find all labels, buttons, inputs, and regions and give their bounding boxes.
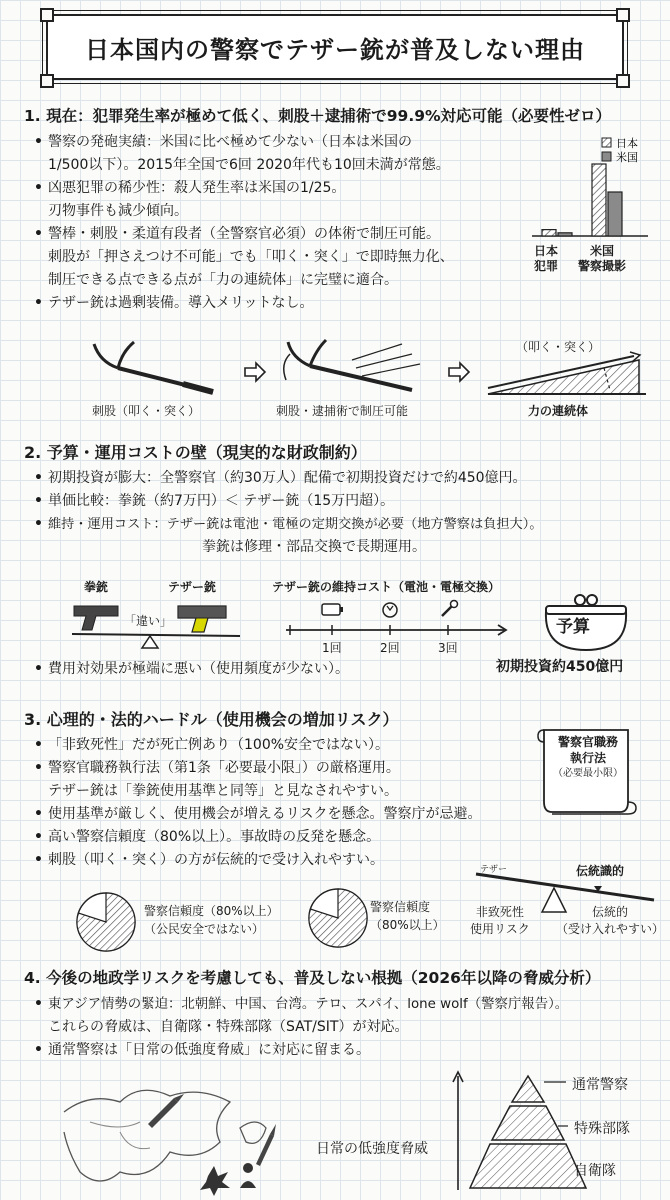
- battery-icon: [322, 604, 343, 615]
- seesaw-right-labels: 伝統的 （受け入れやすい）: [556, 905, 665, 936]
- bar-japan-0: [542, 230, 556, 236]
- pistol-icon: [74, 606, 118, 630]
- threat-axis-label: 日常の低強度脅威: [316, 1141, 428, 1157]
- title-corner-ornament: [616, 8, 630, 22]
- explosion-icon: [200, 1166, 230, 1196]
- bar-japan-1: [592, 164, 606, 236]
- wrench-icon: [442, 601, 458, 617]
- list-item-continued: 刺股が「押さえつけ不可能」でも「叩く・突く」で即時無力化、: [48, 249, 454, 265]
- section2-heading: 2. 予算・運用コストの壁（現実的な財政制約）: [24, 443, 367, 462]
- force-continuum-top-label: （叩く・突く）: [516, 340, 601, 354]
- arrow-icon: [243, 362, 267, 382]
- chart-group-label-us: 米国 警察撮影: [578, 244, 627, 273]
- list-item: • テザー銃は過剰装備。導入メリットなし。: [34, 295, 314, 311]
- pyramid-middle-label: 特殊部隊: [574, 1121, 630, 1137]
- force-continuum-diagram: [484, 350, 654, 400]
- timeline-tick-label: 3回: [438, 641, 458, 655]
- legend-swatch-us: [602, 152, 611, 161]
- taser-label: テザー銃: [168, 580, 217, 594]
- section2-list-cont: [34, 658, 349, 681]
- list-item: • 単価比較：拳銃（約7万円）＜ テザー銃（15万円超）。: [34, 493, 395, 509]
- section4-list: [34, 993, 568, 1062]
- missile-icon: [148, 1094, 184, 1128]
- list-item-continued: これらの脅威は、自衛隊・特殊部隊（SAT/SIT）が対応。: [48, 1019, 409, 1035]
- list-item-continued: 刃物事件も減少傾向。: [48, 203, 188, 219]
- pyramid-top-label: 通常警察: [572, 1077, 628, 1093]
- legend-swatch-japan: [602, 138, 611, 147]
- scroll-text: 警察官職務 執行法 （必要最小限）: [553, 735, 623, 779]
- section1-heading: 1. 現在：犯罪発生率が極めて低く、刺股＋逮捕術で99.9%対応可能（必要性ゼロ）: [24, 107, 612, 125]
- purse-caption: 初期投資約450億円: [496, 659, 624, 675]
- maintenance-cost-title: テザー銃の維持コスト（電池・電極交換）: [272, 580, 501, 594]
- seesaw-left-tag: テザー: [480, 865, 508, 875]
- sasumata-caption: 刺股（叩く・突く）: [92, 404, 201, 418]
- list-item-continued: 制圧できる点できる点が「力の連続体」に完璧に適合。: [48, 272, 398, 288]
- title-banner: [46, 14, 624, 80]
- list-item: • 高い警察信頼度（80%以上）。事故時の反発を懸念。: [34, 829, 381, 845]
- list-item: • 費用対効果が極端に悪い（使用頻度が少ない）。: [34, 661, 349, 677]
- gun-label: 拳銃: [84, 580, 109, 594]
- list-item: • 通常警察は「日常の低強度脅威」に対応に留まる。: [34, 1042, 370, 1058]
- list-item-continued: 拳銃は修理・部品交換で長期運用。: [202, 539, 426, 555]
- legend-label-us: 米国: [616, 151, 638, 164]
- taser-icon: [178, 606, 226, 632]
- rocket-icon: [256, 1124, 276, 1166]
- list-item: • 「非致死性」だが死亡例あり（100%安全ではない）。: [34, 737, 390, 753]
- title-corner-ornament: [40, 8, 54, 22]
- list-item: • 東アジア情勢の緊迫：北朝鮮、中国、台湾。テロ、スパイ、lone wolf（警察庁報告）。: [34, 996, 569, 1012]
- bar-us-1: [608, 192, 622, 236]
- section3-heading: 3. 心理的・法的ハードル（使用機会の増加リスク）: [24, 710, 399, 729]
- scale-comparison-label: 「違い」: [124, 614, 173, 628]
- list-item: • 刺股（叩く・突く）の方が伝統的で受け入れやすい。: [34, 852, 384, 868]
- pyramid-bottom-label: 自衛隊: [574, 1163, 616, 1179]
- arrest-technique-illustration: [282, 336, 432, 402]
- page-title: 日本国内の警察でテザー銃が普及しない理由: [85, 35, 585, 64]
- title-corner-ornament: [616, 74, 630, 88]
- list-item: • 警察の発砲実績：米国に比べ極めて少ない（日本は米国の: [34, 134, 412, 150]
- timeline-tick-label: 2回: [380, 641, 400, 655]
- list-item: • 警棒・刺股・柔道有段者（全警察官必須）の体術で制圧可能。: [34, 226, 440, 242]
- timeline-tick-label: 1回: [322, 641, 342, 655]
- section2-list: [34, 467, 543, 559]
- purse-label: 予算: [556, 617, 590, 637]
- bar-us-0: [558, 233, 572, 236]
- refresh-icon: [383, 603, 397, 617]
- section3-list: [34, 734, 481, 872]
- list-item: • 維持・運用コスト：テザー銃は電池・電極の定期交換が必要（地方警察は負担大）。: [34, 516, 543, 532]
- sasumata-illustration: [88, 340, 228, 400]
- section1-list: [34, 131, 454, 315]
- force-continuum-caption: 力の連続体: [528, 404, 589, 418]
- trust-pie-chart-1: [74, 890, 138, 954]
- arrest-technique-caption: 刺股・逮捕術で制圧可能: [276, 404, 409, 418]
- list-item: • 使用基準が厳しく、使用機会が増えるリスクを懸念。警察庁が忌避。: [34, 806, 482, 822]
- east-asia-map-sketch: [60, 1072, 310, 1198]
- pie2-labels: 警察信頼度 （80%以上）: [370, 900, 445, 932]
- list-item: • 初期投資が膨大：全警察官（約30万人）配備で初期投資だけで約450億円。: [34, 470, 527, 486]
- maintenance-timeline: [282, 598, 512, 644]
- crime-comparison-chart: [528, 132, 652, 242]
- section4-heading: 4. 今後の地政学リスクを考慮しても、普及しない根拠（2026年以降の脅威分析）: [24, 969, 601, 987]
- list-item-continued: テザー銃は「拳銃使用基準と同等」と見なされやすい。: [48, 783, 398, 799]
- list-item: • 警察官職務執行法（第1条「必要最小限」）の厳格運用。: [34, 760, 400, 776]
- seesaw-right-top: 伝統識的: [576, 864, 625, 878]
- trust-pie-chart-2: [306, 886, 370, 950]
- legend-label-japan: 日本: [616, 137, 638, 150]
- pie1-labels: 警察信頼度（80%以上） （公民安全ではない）: [144, 904, 279, 936]
- arrow-icon: [447, 362, 471, 382]
- seesaw-left-labels: 非致死性 使用リスク: [470, 905, 530, 936]
- list-item: • 凶悪犯罪の稀少性：殺人発生率は米国の1/25。: [34, 180, 346, 196]
- chart-group-label-japan: 日本 犯罪: [534, 244, 559, 273]
- person-icon: [240, 1163, 256, 1188]
- title-corner-ornament: [40, 74, 54, 88]
- list-item-continued: 1/500以下）。2015年全国で6回 2020年代も10回未満が常態。: [48, 157, 450, 173]
